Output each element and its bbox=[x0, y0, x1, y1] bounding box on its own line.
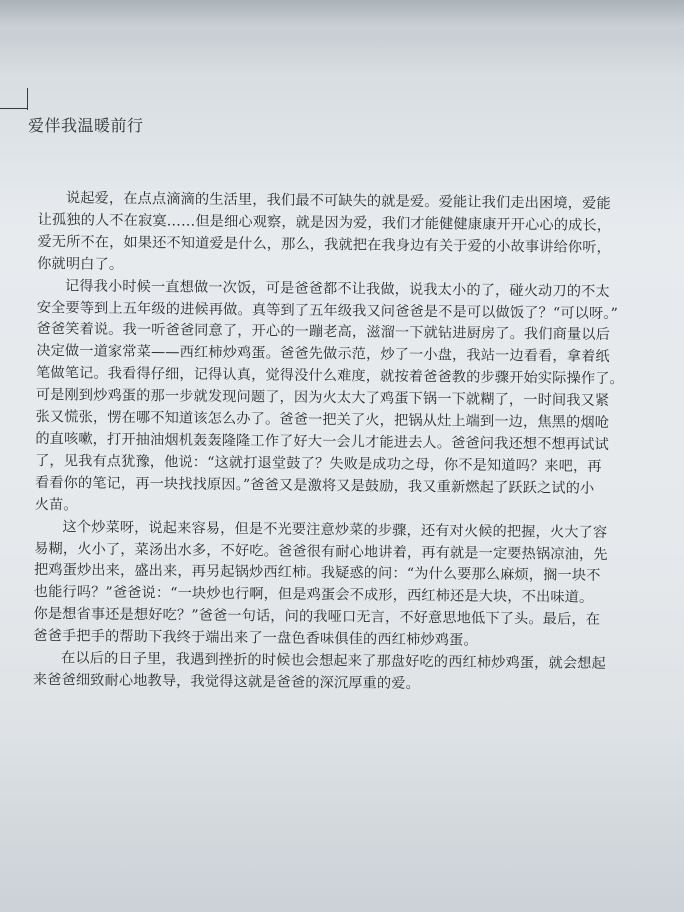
paragraph-line: 火苗。 bbox=[34, 496, 78, 514]
paragraph-line: 说起爱，在点点滴滴的生活里，我们最不可缺失的就是爱。爱能让我们走出困境，爱能 bbox=[65, 190, 611, 212]
paragraph-line: 笔做笔记。我看得仔细，记得认真，觉得没什么难度，就按着爸爸教的步骤开始实际操作了。 bbox=[35, 365, 624, 388]
paragraph-line: 爱无所不在，如果还不知道爱是什么，那么，我就把在我身边有关于爱的小故事讲给你听， bbox=[37, 233, 612, 256]
paragraph-line: 你就明白了。 bbox=[37, 255, 124, 273]
paragraph-line: 这个炒菜呀，说起来容易，但是不光要注意炒菜的步骤，还有对火候的把握，火大了容 bbox=[62, 518, 608, 541]
paragraph-line: 也能行吗？”爸爸说：“一块炒也行啊，但是鸡蛋会不成形，西红柿还是大块，不出味道。 bbox=[33, 584, 594, 607]
paragraph-line: 决定做一道家常菜——西红柿炒鸡蛋。爸爸先做示范，炒了一小盘，我站一边看看，拿着纸 bbox=[36, 343, 610, 366]
paragraph-line: 爸爸手把手的帮助下我终于端出来了一盘色香味俱佳的西红柿炒鸡蛋。 bbox=[33, 628, 478, 649]
paragraph-line: 了，见我有点犹豫，他说：“这就打退堂鼓了？失败是成功之母，你不是知道吗？来吧，再 bbox=[35, 452, 602, 475]
margin-crop-mark-horizontal bbox=[0, 108, 28, 109]
paragraph bbox=[37, 188, 674, 282]
paragraph-line: 可是刚到炒鸡蛋的那一步就发现问题了，因为火太大了鸡蛋下锅一下就糊了，一时间我又紧 bbox=[35, 387, 610, 410]
paragraph-line: 你是想省事还是想好吃？”爸爸一句话，问的我哑口无言，不好意思地低下了头。最后，在 bbox=[33, 606, 601, 629]
paragraph-line: 易糊，火小了，菜汤出水多，不好吃。爸爸很有耐心地讲着，再有就是一定要热锅凉油，先 bbox=[34, 540, 608, 563]
document-body bbox=[33, 188, 674, 698]
paragraph-line: 安全要等到上五年级的进候再做。真等到了五年级我又问爸爸是不是可以做饭了？“可以呀。” bbox=[36, 299, 619, 322]
paragraph-line: 张又慌张，愣在哪不知道该怎么办了。爸爸一把关了火，把锅从灶上端到一边，焦黑的烟呛 bbox=[35, 409, 610, 432]
margin-crop-mark-vertical bbox=[27, 88, 28, 110]
top-edge-shadow bbox=[0, 0, 684, 38]
paragraph bbox=[33, 517, 670, 655]
paragraph-line: 把鸡蛋炒出来，盛出来，再另起锅炒西红柿。我疑惑的问：“为什么要那么麻烦，搁一块不 bbox=[33, 562, 601, 585]
paragraph-line: 在以后的日子里，我遇到挫折的时候也会想起来了那盘好吃的西红柿炒鸡蛋，就会想起 bbox=[60, 650, 606, 673]
paragraph-line: 来爸爸细致耐心地教导，我觉得这就是爸爸的深沉厚重的爱。 bbox=[32, 671, 421, 692]
paragraph-line: 爸爸笑着说。我一听爸爸同意了，开心的一蹦老高，滋溜一下就钻进厨房了。我们商量以后 bbox=[36, 321, 611, 344]
paragraph-line: 看看你的笔记，再一块找找原因。”爸爸又是激将又是鼓励，我又重新燃起了跃跃之试的小 bbox=[34, 474, 595, 497]
paragraph-line: 让孤独的人不在寂寞……但是细心观察，就是因为爱，我们才能健健康康开开心心的成长， bbox=[37, 211, 612, 234]
paragraph-line: 的直咳嗽，打开抽油烟机轰轰隆隆工作了好大一会儿才能进去人。爸爸问我还想不想再试试 bbox=[35, 430, 609, 453]
document-title: 爱伴我温暖前行 bbox=[28, 116, 144, 135]
paragraph-line: 记得我小时候一直想做一次饭，可是爸爸都不让我做，说我太小的了，碰火动刀的不太 bbox=[64, 277, 610, 300]
paragraph bbox=[35, 276, 673, 524]
bottom-edge-shadow bbox=[0, 732, 684, 912]
paragraph bbox=[33, 648, 669, 698]
